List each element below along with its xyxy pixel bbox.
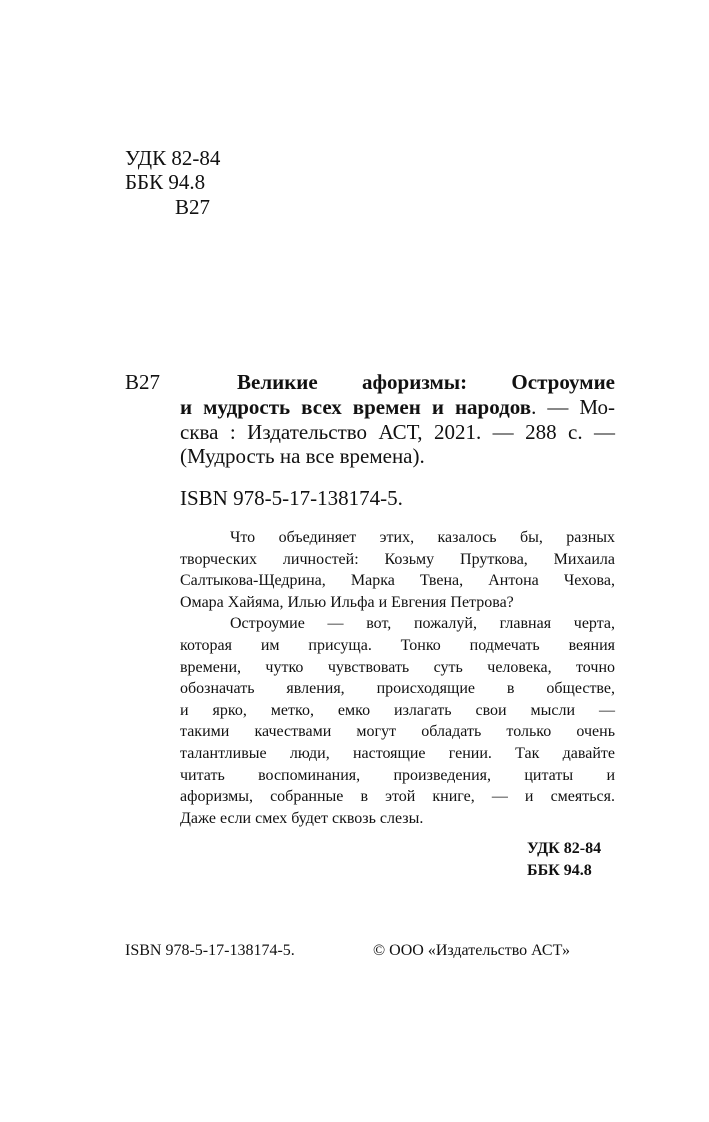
annotation-line: афоризмы, собранные в этой книге, — и смеяться. (180, 788, 615, 806)
annotation-line: и ярко, метко, емко излагать свои мысли — (180, 701, 615, 719)
author-mark-top: В27 (175, 195, 211, 219)
bbk-code-top: ББК 94.8 (125, 170, 206, 194)
udk-code-bottom (527, 838, 601, 860)
book-title-line2-rest: . — Мо- (531, 395, 615, 419)
book-title-line2-bold: и мудрость всех времен и народов (180, 395, 532, 419)
book-title-line2 (180, 395, 615, 419)
annotation-line: которая им присуща. Тонко подмечать веяния (180, 636, 615, 654)
bbk-code-bottom (527, 860, 592, 882)
annotation-line: времени, чутко чувствовать суть человека, точно (180, 658, 615, 676)
annotation-line: читать воспоминания, произведения, цитаты и (180, 766, 615, 784)
annotation (180, 527, 615, 829)
book-title-line1-text: Великие афоризмы: Остроумие (237, 370, 615, 394)
series-line: (Мудрость на все времена). (180, 444, 425, 468)
annotation-line: Даже если смех будет сквозь слезы. (180, 809, 424, 827)
annotation-line: талантливые люди, настоящие гении. Так давайте (180, 744, 615, 762)
annotation-line: Салтыкова-Щедрина, Марка Твена, Антона Чехова, (180, 572, 615, 590)
isbn-bottom: ISBN 978-5-17-138174-5. (125, 942, 295, 959)
annotation-line: такими качествами могут обладать только очень (180, 723, 615, 741)
isbn-catalog: ISBN 978-5-17-138174-5. (180, 486, 403, 510)
catalog-code: В27 (125, 370, 161, 394)
udk-code-top: УДК 82-84 (125, 146, 221, 170)
book-title-line1 (237, 370, 615, 394)
annotation-line: обозначать явления, происходящие в обществе, (180, 680, 615, 698)
publication-line: сква : Издательство АСТ, 2021. — 288 с. — (180, 420, 615, 444)
copyright: © ООО «Издательство АСТ» (373, 942, 570, 959)
annotation-line: Остроумие — вот, пожалуй, главная черта, (230, 615, 615, 633)
annotation-line: творческих личностей: Козьму Пруткова, Михаила (180, 550, 615, 568)
udk-code-bottom-text: УДК 82-84 (527, 840, 602, 857)
bbk-code-bottom-text: ББК 94.8 (527, 862, 592, 879)
annotation-line: Что объединяет этих, казалось бы, разных (230, 529, 615, 546)
annotation-line: Омара Хайяма, Илью Ильфа и Евгения Петрова? (180, 593, 514, 611)
